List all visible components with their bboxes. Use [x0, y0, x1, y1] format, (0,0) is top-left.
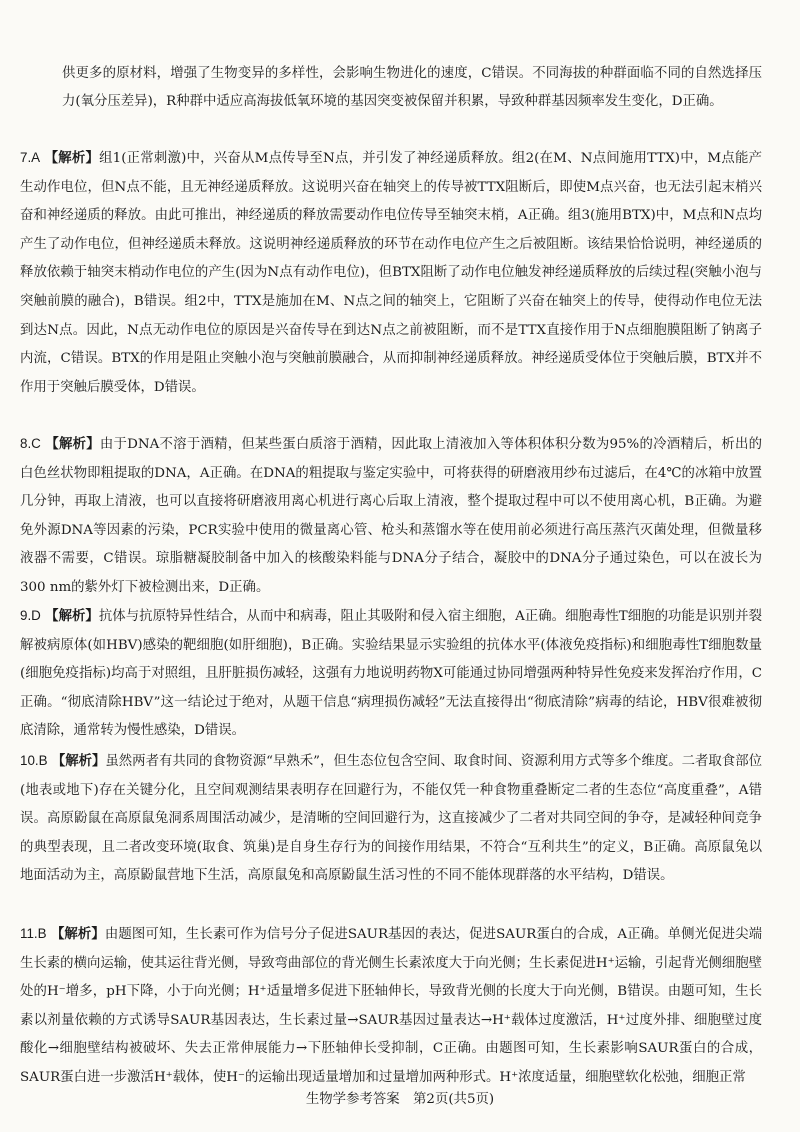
answer-item-8	[20, 430, 762, 603]
lead-paragraph: 供更多的原材料，增强了生物变异的多样性，会影响生物进化的速度，C错误。不同海拔的种群面临不同的自然选择压力(氧分压差异)，R种群中适应高海拔低氧环境的基因突变被保留并积累，导致种群基因频率发生变化，D正确。	[62, 66, 762, 109]
analysis-tag: 【解析】	[45, 436, 100, 452]
analysis-tag: 【解析】	[44, 150, 100, 166]
answer-item-11	[20, 920, 762, 1093]
answer-item-10	[20, 747, 762, 891]
answer-number: 10.B	[20, 753, 48, 768]
analysis-tag: 【解析】	[45, 608, 99, 624]
answer-number: 7.A	[20, 150, 41, 165]
answer-number: 11.B	[20, 926, 47, 941]
answer-text: 抗体与抗原特异性结合，从而中和病毒，阻止其吸附和侵入宿主细胞，A正确。细胞毒性T细胞的功能是识别并裂解被病原体(如HBV)感染的靶细胞(如肝细胞)，B正确。实验结果显示实验组的抗体水平(体液免疫指标)和细胞毒性T细胞数量(细胞免疫指标)均高于对照组，且肝脏损伤减轻，这强有力地说明药物X可能通过协同增强两种特异性免疫来发挥治疗作用，C正确。“彻底清除HBV”这一结论过于绝对，从题干信息“病理损伤减轻”无法直接得出“彻底清除”病毒的结论，HBV很难被彻底清除，通常转为慢性感染，D错误。	[20, 609, 762, 739]
page-footer: 生物学参考答案 第2页(共5页)	[305, 1092, 495, 1107]
answer-number: 8.C	[20, 436, 41, 451]
answer-text: 组1(正常刺激)中，兴奋从M点传导至N点，并引发了神经递质释放。组2(在M、N点间施用TTX)中，M点能产生动作电位，但N点不能，且无神经递质释放。这说明兴奋在轴突上的传导被TTX阻断后，即使M点兴奋，也无法引起末梢兴奋和神经递质的释放。由此可推出，神经递质的释放需要动作电位传导至轴突末梢，A正确。组3(施用BTX)中，M点和N点均产生了动作电位，但神经递质未释放。这说明神经递质释放的环节在动作电位产生之后被阻断。该结果恰恰说明，神经递质的释放依赖于轴突末梢动作电位的产生(因为N点有动作电位)，但BTX阻断了动作电位触发神经递质释放的后续过程(突触小泡与突触前膜的融合)，B错误。组2中，TTX是施加在M、N点之间的轴突上，它阻断了兴奋在轴突上的传导，使得动作电位无法到达N点。因此，N点无动作电位的原因是兴奋传导在到达N点之前被阻断，而不是TTX直接作用于N点细胞膜阻断了钠离子内流，C错误。BTX的作用是阻止突触小泡与突触前膜融合，从而抑制神经递质释放。神经递质受体位于突触后膜，BTX并不作用于突触后膜受体，D错误。	[20, 151, 762, 395]
answer-item-7	[20, 144, 762, 402]
answer-number: 9.D	[20, 608, 41, 623]
answer-text: 由题图可知，生长素可作为信号分子促进SAUR基因的表达，促进SAUR蛋白的合成，A正确。单侧光促进尖端生长素的横向运输，使其运往背光侧，导致弯曲部位的背光侧生长素浓度大于向光侧；生长素促进H⁺运输，引起背光侧细胞壁处的H⁻增多，pH下降，小于向光侧；H⁺适量增多促进下胚轴伸长，导致背光侧的长度大于向光侧，B错误。由题可知，生长素以剂量依赖的方式诱导SAUR基因表达，生长素过量→SAUR基因过量表达→H⁺载体过度激活，H⁺过度外排、细胞壁过度酸化→细胞壁结构被破坏、失去正常伸展能力→下胚轴伸长受抑制，C正确。由题图可知，生长素影响SAUR蛋白的合成，SAUR蛋白进一步激活H⁺载体，使H⁻的运输出现适量增加和过量增加两种形式。H⁺浓度适量，细胞壁软化松弛，细胞正常	[20, 927, 763, 1085]
analysis-tag: 【解析】	[50, 926, 105, 942]
answer-text: 由于DNA不溶于酒精，但某些蛋白质溶于酒精，因此取上清液加入等体积体积分数为95%的冷酒精后，析出的白色丝状物即粗提取的DNA，A正确。在DNA的粗提取与鉴定实验中，可将获得的研磨液用纱布过滤后，在4℃的冰箱中放置几分钟，再取上清液，也可以直接将研磨液用离心机进行离心后取上清液，整个提取过程中可以不使用离心机，B正确。为避免外源DNA等因素的污染，PCR实验中使用的微量离心管、枪头和蒸馏水等在使用前必须进行高压蒸汽灭菌处理，但微量移液器不需要，C错误。琼脂糖凝胶制备中加入的核酸染料能与DNA分子结合，凝胶中的DNA分子通过染色，可以在波长为300 nm的紫外灯下被检测出来，D正确。	[20, 437, 763, 595]
answer-item-9	[20, 602, 762, 746]
analysis-tag: 【解析】	[51, 753, 106, 769]
answer-text: 虽然两者有共同的食物资源“早熟禾”，但生态位包含空间、取食时间、资源利用方式等多个维度。二者取食部位(地表或地下)存在关键分化，且空间观测结果表明存在回避行为，不能仅凭一种食物重叠断定二者的生态位“高度重叠”，A错误。高原鼢鼠在高原鼠兔洞系周围活动减少，是清晰的空间回避行为，这直接减少了二者对共同空间的争夺，是减轻种间竞争的典型表现，且二者改变环境(取食、筑巢)是自身生存行为的间接作用结果，不符合“互利共生”的定义，B正确。高原鼠兔以地面活动为主，高原鼢鼠营地下生活，高原鼠兔和高原鼢鼠生活习性的不同不能体现群落的水平结构，D错误。	[20, 754, 762, 884]
